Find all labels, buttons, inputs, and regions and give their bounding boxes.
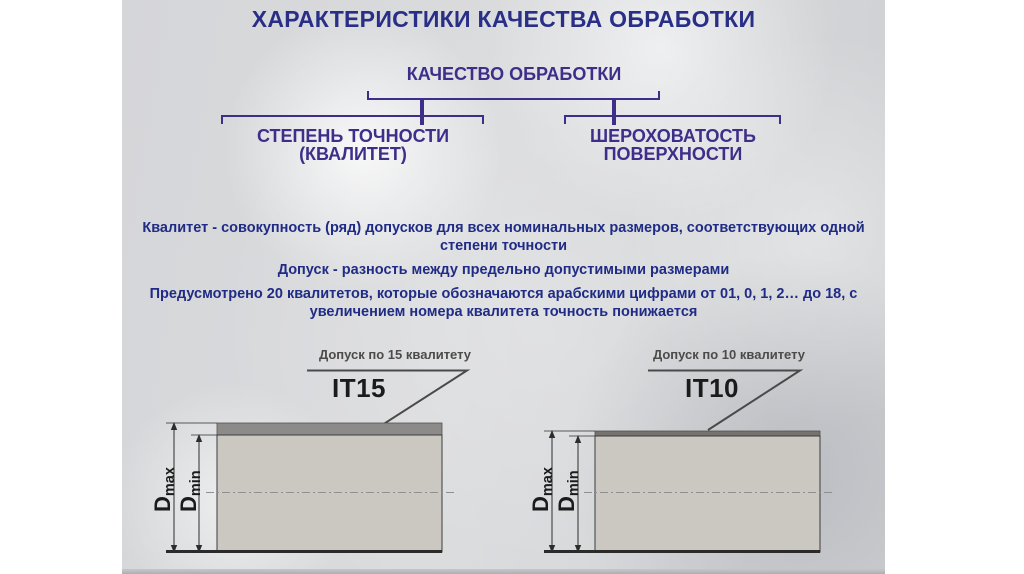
tree-node-roughness-line1: ШЕРОХОВАТОСТЬ [590,126,756,146]
grade-label-it15: IT15 [331,373,387,403]
arrow-down-dmin-left [196,545,202,553]
tree-bracket-right [565,116,780,124]
arrow-down-dmax-right [549,545,555,553]
arrow-up-dmax-right [549,430,555,438]
paragraph-dopusk: Допуск - разность между предельно допустимыми размерами [277,262,730,278]
arrow-down-dmin-right [575,545,581,553]
arrow-down-dmax-left [171,545,177,553]
arrow-up-dmin-right [575,435,581,443]
tree-node-accuracy-line2: (КВАЛИТЕТ) [299,144,407,164]
dmin-label-right: Dmin [554,470,582,512]
tree-bracket-top [368,91,659,99]
tolerance-band-it15 [217,423,442,435]
callout-label-it15: Допуск по 15 квалитету [318,347,472,362]
paragraph-grades-line2: увеличением номера квалитета точность понижается [309,304,698,320]
tree-root-label: КАЧЕСТВО ОБРАБОТКИ [406,64,622,84]
part-body-it10 [595,436,820,552]
tree-node-roughness [559,127,787,163]
paragraph-kvalitet-line1: Квалитет - совокупность (ряд) допусков для всех номинальных размеров, соответствующих одной [142,220,865,236]
tree-connectors [222,91,780,125]
tree-node-accuracy-line1: СТЕПЕНЬ ТОЧНОСТИ [256,126,450,146]
tree-bracket-left [222,116,483,124]
paragraph-kvalitet-line2: степени точности [439,238,568,254]
tree-node-roughness-line2: ПОВЕРХНОСТИ [603,144,743,164]
callout-label-it10: Допуск по 10 квалитету [652,347,806,362]
arrow-up-dmax-left [171,422,177,430]
arrow-up-dmin-left [196,434,202,442]
paragraph-grades-line1: Предусмотрено 20 квалитетов, которые обозначаются арабскими цифрами от 01, 0, 1, 2… до 18, с [149,286,858,302]
paragraph-grades [132,285,875,321]
slide-bottom-edge [122,569,885,574]
part-body-it15 [217,435,442,552]
paragraph-kvalitet [132,219,875,255]
grade-label-it10: IT10 [684,373,740,403]
dmin-label-left: Dmin [176,470,204,512]
tolerance-band-it10 [595,431,820,436]
dmax-label-left: Dmax [150,467,178,512]
page-title: ХАРАКТЕРИСТИКИ КАЧЕСТВА ОБРАБОТКИ [251,6,756,32]
tree-node-accuracy [216,127,490,163]
dmax-label-right: Dmax [528,467,556,512]
slide [122,0,885,574]
